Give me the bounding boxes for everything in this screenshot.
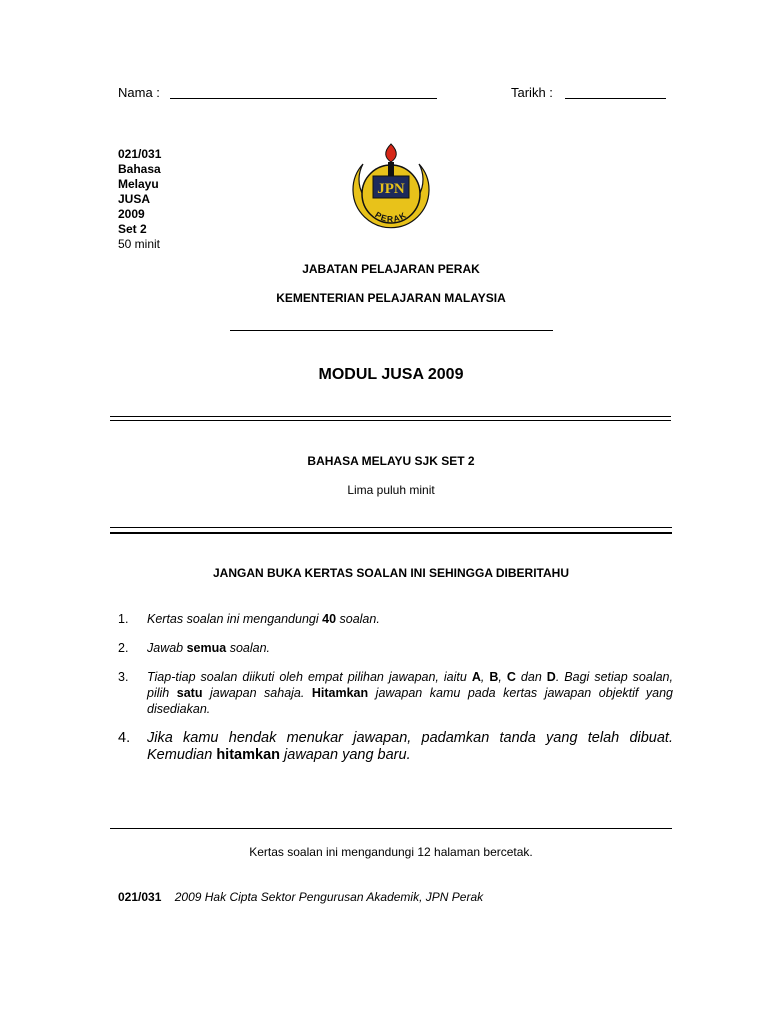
subject-line-1: Bahasa bbox=[118, 162, 161, 176]
duration-text: Lima puluh minit bbox=[347, 483, 435, 497]
warning-text: JANGAN BUKA KERTAS SOALAN INI SEHINGGA DIBERITAHU bbox=[212, 566, 569, 580]
year: 2009 bbox=[118, 207, 145, 221]
bottom-rule bbox=[110, 828, 672, 829]
ministry-heading: KEMENTERIAN PELAJARAN MALAYSIA bbox=[276, 291, 506, 305]
subject-title: BAHASA MELAYU SJK SET 2 bbox=[307, 454, 475, 468]
pages-note: Kertas soalan ini mengandungi 12 halaman bercetak. bbox=[249, 845, 533, 859]
monogram-text: JPN bbox=[377, 181, 405, 197]
paper-code-block bbox=[118, 147, 161, 252]
series: JUSA bbox=[118, 192, 151, 206]
instruction-number: 2. bbox=[118, 641, 129, 655]
footer bbox=[118, 890, 483, 904]
logo-emblem-icon bbox=[343, 136, 439, 236]
double-rule-top-1 bbox=[110, 416, 671, 417]
double-rule-top-2 bbox=[110, 420, 671, 421]
paper-code: 021/031 bbox=[118, 147, 162, 161]
instruction-3 bbox=[118, 669, 673, 719]
instruction-2 bbox=[118, 640, 673, 658]
subject-line-2: Melayu bbox=[118, 177, 159, 191]
logo-arc-text: PERAK bbox=[373, 209, 409, 225]
duration: 50 minit bbox=[118, 237, 161, 251]
instruction-text: Tiap-tiap soalan diikuti oleh empat pilihan jawapan, iaitu A, B, C dan D. Bagi setiap soalan, pilih satu jawapan sahaja. Hitamkan jawapan kamu pada kertas jawapan objektif yang disediakan. bbox=[147, 670, 673, 716]
department-heading: JABATAN PELAJARAN PERAK bbox=[302, 262, 480, 276]
double-rule-bottom-1 bbox=[110, 527, 672, 528]
instruction-text: Kertas soalan ini mengandungi 40 soalan. bbox=[147, 612, 380, 626]
footer-code: 021/031 bbox=[118, 890, 162, 904]
instruction-number: 4. bbox=[118, 730, 131, 746]
name-label: Nama : bbox=[118, 85, 160, 100]
instruction-text: Jawab semua soalan. bbox=[147, 641, 270, 655]
instruction-number: 3. bbox=[118, 670, 129, 684]
module-title: MODUL JUSA 2009 bbox=[318, 366, 464, 383]
instruction-1 bbox=[118, 611, 673, 629]
name-field[interactable] bbox=[170, 86, 437, 99]
heading-underline bbox=[230, 330, 553, 331]
jpn-perak-logo bbox=[343, 136, 439, 236]
instruction-text: Jika kamu hendak menukar jawapan, padamkan tanda yang telah dibuat. Kemudian hitamkan jawapan yang baru. bbox=[147, 730, 673, 763]
footer-copyright: 2009 Hak Cipta Sektor Pengurusan Akademik, JPN Perak bbox=[174, 890, 484, 904]
date-label: Tarikh : bbox=[511, 85, 553, 100]
date-field[interactable] bbox=[565, 86, 666, 99]
set: Set 2 bbox=[118, 222, 147, 236]
torch-flame bbox=[386, 144, 397, 162]
double-rule-bottom-2 bbox=[110, 532, 672, 534]
instruction-number: 1. bbox=[118, 612, 129, 626]
instruction-4 bbox=[118, 730, 673, 770]
